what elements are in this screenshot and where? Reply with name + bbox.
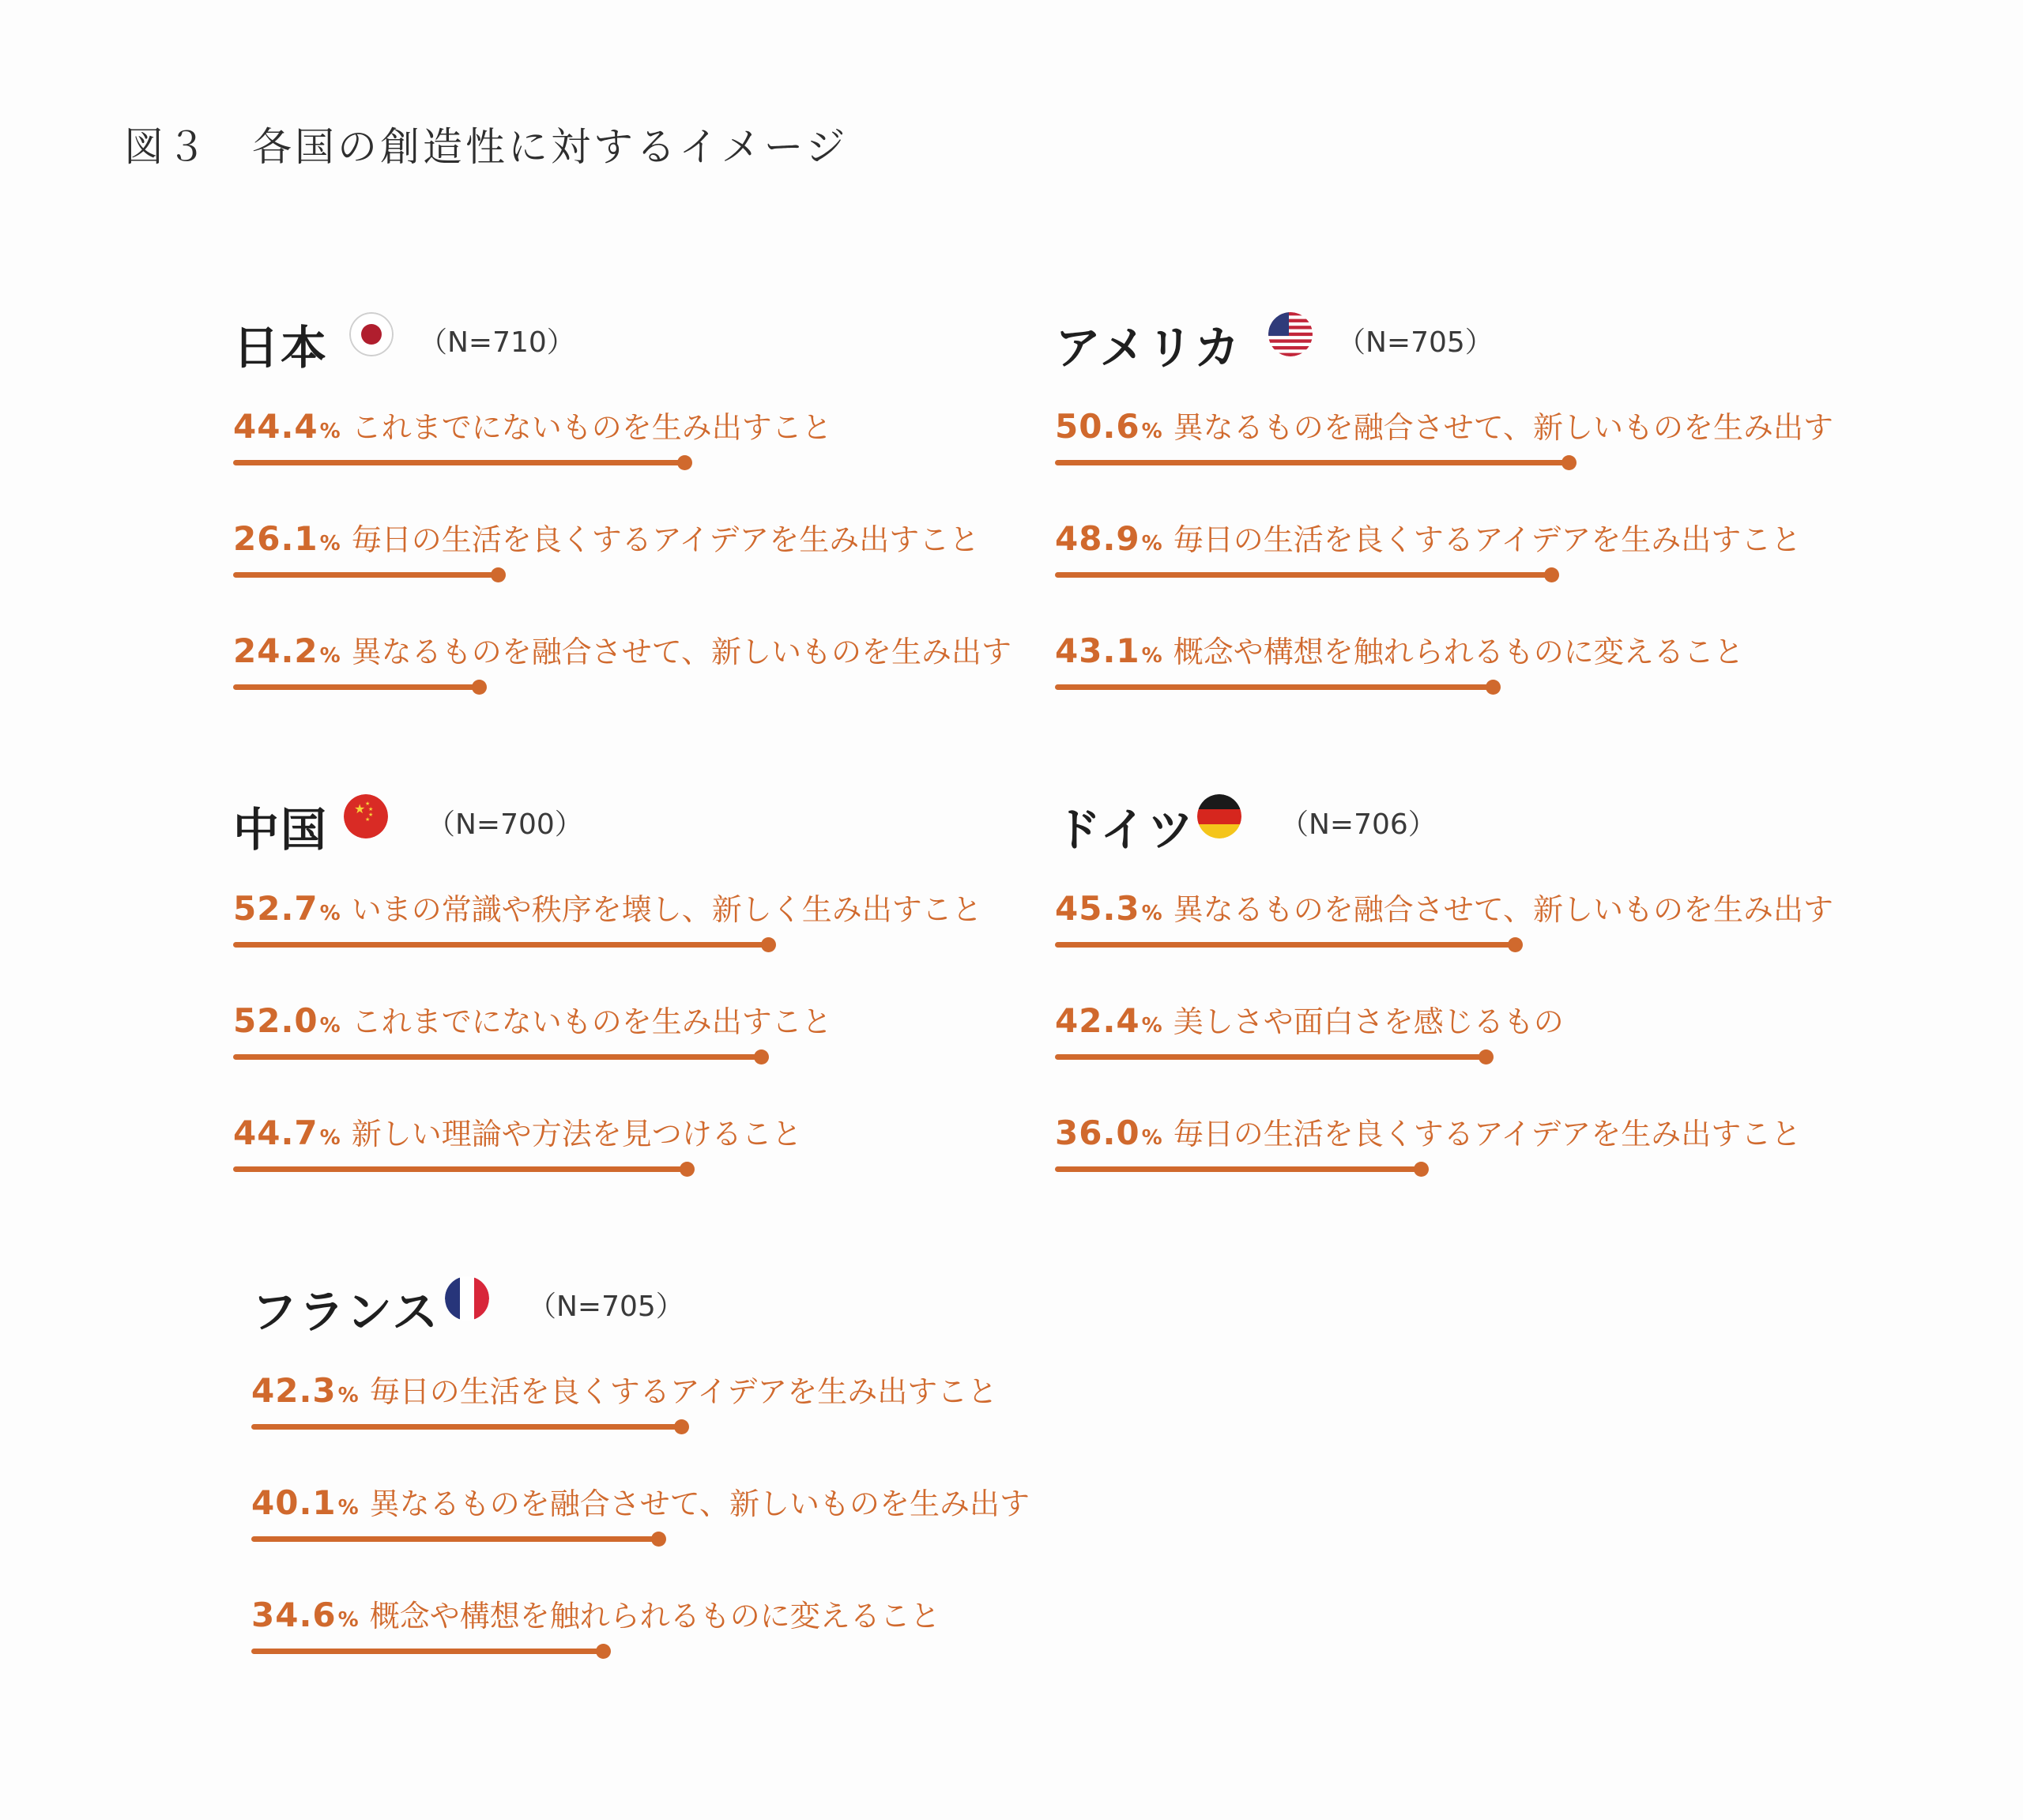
svg-text:★: ★ [354,801,366,816]
country-panel [1055,786,1845,1292]
bar-row [233,515,1023,594]
sample-size: （N=705） [528,1291,684,1323]
bar-label-line [1055,1110,1801,1153]
panel-header [1055,786,1845,857]
data-label: 43.1 [1055,631,1140,670]
bar-end-dot [491,567,506,582]
bar-row [251,1592,1042,1671]
country-name: ドイツ [1055,803,1196,857]
bar-row [251,1479,1042,1558]
percent-sign: % [1141,420,1162,443]
percent-sign: % [1141,532,1162,556]
bar [251,1649,603,1654]
figure-title: 図３ 各国の創造性に対するイメージ [124,124,849,170]
percent-sign: % [319,1014,341,1038]
bar-label-line [1055,627,1744,671]
bar-row [1055,1110,1845,1189]
bar-label-line [251,1592,940,1635]
bar-end-dot [1414,1162,1429,1177]
bar [1055,460,1569,465]
germany-flag-icon [1197,794,1241,838]
china-flag-icon [344,794,388,838]
country-panel [251,1268,1042,1774]
bar [233,684,479,690]
percent-sign: % [319,902,341,925]
bar-end-dot [1544,567,1559,582]
usa-flag-icon [1268,312,1313,356]
bar-row [1055,403,1845,482]
country-name: アメリカ [1055,321,1241,375]
bar-row [251,1367,1042,1446]
category-label: 毎日の生活を良くするアイデアを生み出すこと [1173,1117,1802,1151]
bar-row [1055,997,1845,1076]
bar-row [1055,515,1845,594]
percent-sign: % [337,1384,359,1407]
bar-label-line [233,1110,802,1153]
category-label: これまでにないものを生み出すこと [351,410,832,445]
category-label: 異なるものを融合させて、新しいものを生み出す [1173,410,1833,445]
category-label: いまの常識や秩序を壊し、新しく生み出すこと [351,892,982,927]
bar-label-line [233,627,1012,671]
sample-size: （N=710） [419,326,575,359]
panel-header [233,786,1023,857]
france-flag-icon [445,1276,489,1321]
bar [1055,572,1551,578]
bar-end-dot [754,1049,769,1064]
country-panel [233,304,1023,810]
data-label: 34.6 [251,1596,337,1634]
category-label: 毎日の生活を良くするアイデアを生み出すこと [351,522,980,557]
bar-label-line [251,1367,997,1411]
panel-header [1055,304,1845,375]
bar [251,1424,681,1430]
category-label: 異なるものを融合させて、新しいものを生み出す [351,635,1012,669]
category-label: 異なるものを融合させて、新しいものを生み出す [1173,892,1833,927]
bar-end-dot [1479,1049,1494,1064]
country-name: 中国 [233,803,329,857]
data-label: 26.1 [233,519,318,558]
percent-sign: % [319,532,341,556]
bar-end-dot [680,1162,695,1177]
data-label: 48.9 [1055,519,1140,558]
category-label: 新しい理論や方法を見つけること [351,1117,802,1151]
bar [233,942,768,948]
bar [1055,684,1493,690]
percent-sign: % [337,1496,359,1520]
data-label: 24.2 [233,631,318,670]
data-label: 52.0 [233,1001,318,1040]
svg-text:★: ★ [365,801,371,807]
bar-row [1055,627,1845,707]
data-label: 42.4 [1055,1001,1140,1040]
percent-sign: % [319,420,341,443]
svg-text:★: ★ [368,806,374,812]
bar [233,460,684,465]
bar-end-dot [674,1419,689,1434]
sample-size: （N=700） [427,808,583,841]
bar-label-line [233,515,979,559]
bar [1055,1054,1486,1060]
country-name: フランス [251,1285,440,1339]
percent-sign: % [1141,1014,1162,1038]
bar-label-line [1055,997,1564,1041]
country-panel [233,786,1023,1292]
svg-text:★: ★ [365,816,371,823]
panel-header [233,304,1023,375]
bar-end-dot [677,455,692,470]
bar-end-dot [761,937,776,952]
data-label: 44.7 [233,1113,318,1152]
bar-row [233,885,1023,964]
bar [1055,942,1515,948]
category-label: 概念や構想を触れられるものに変えること [369,1599,940,1633]
bar-row [233,627,1023,707]
bar [233,1166,687,1172]
bar-end-dot [472,680,487,695]
bar-end-dot [596,1644,611,1659]
percent-sign: % [1141,902,1162,925]
bar-row [1055,885,1845,964]
category-label: 毎日の生活を良くするアイデアを生み出すこと [1173,522,1802,557]
svg-text:★: ★ [368,812,374,818]
data-label: 36.0 [1055,1113,1140,1152]
bar-label-line [233,885,982,929]
bar-row [233,1110,1023,1189]
data-label: 45.3 [1055,889,1140,928]
bar [1055,1166,1421,1172]
panel-header [251,1268,1042,1339]
country-name: 日本 [233,321,329,375]
bar-end-dot [1562,455,1577,470]
category-label: これまでにないものを生み出すこと [351,1004,832,1039]
bar-end-dot [651,1532,666,1547]
bar [251,1536,658,1542]
percent-sign: % [337,1608,359,1632]
bar-end-dot [1486,680,1501,695]
sample-size: （N=706） [1280,808,1437,841]
bar-row [233,997,1023,1076]
percent-sign: % [319,644,341,668]
category-label: 美しさや面白さを感じるもの [1173,1004,1564,1039]
bar-label-line [1055,403,1833,447]
data-label: 44.4 [233,407,318,446]
category-label: 毎日の生活を良くするアイデアを生み出すこと [369,1374,998,1409]
data-label: 50.6 [1055,407,1140,446]
percent-sign: % [1141,644,1162,668]
bar-label-line [233,997,832,1041]
data-label: 52.7 [233,889,318,928]
bar-end-dot [1508,937,1523,952]
percent-sign: % [319,1126,341,1150]
bar [233,1054,761,1060]
sample-size: （N=705） [1337,326,1494,359]
country-panel [1055,304,1845,810]
data-label: 40.1 [251,1483,337,1522]
data-label: 42.3 [251,1371,337,1410]
bar-row [233,403,1023,482]
bar [233,572,498,578]
bar-label-line [1055,515,1801,559]
bar-label-line [1055,885,1833,929]
category-label: 概念や構想を触れられるものに変えること [1173,635,1744,669]
bar-label-line [251,1479,1030,1523]
percent-sign: % [1141,1126,1162,1150]
bar-label-line [233,403,832,447]
category-label: 異なるものを融合させて、新しいものを生み出す [369,1487,1030,1521]
japan-flag-icon [349,312,394,356]
